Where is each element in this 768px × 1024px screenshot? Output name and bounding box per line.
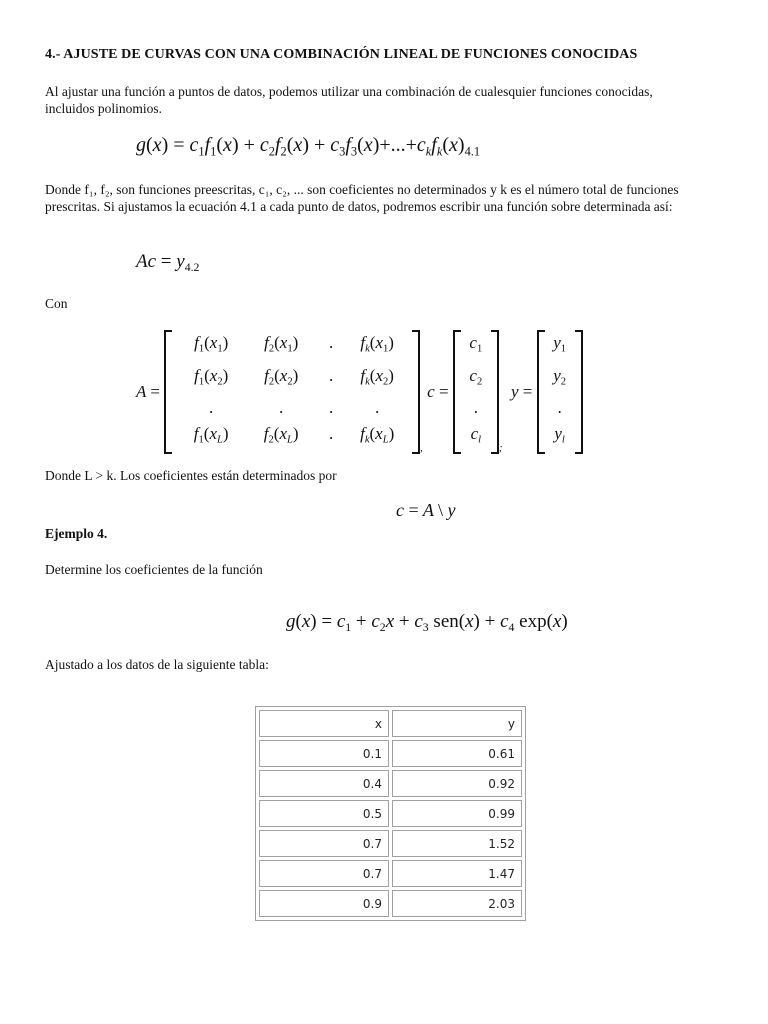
cell-y: 1.47 — [392, 860, 522, 887]
data-table — [255, 706, 526, 921]
cell-x: 0.1 — [259, 740, 389, 767]
cell-x: 0.5 — [259, 800, 389, 827]
table-row — [259, 740, 522, 767]
cell-y: 2.03 — [392, 890, 522, 917]
data-table-wrapper — [255, 706, 526, 921]
section-title: 4.- AJUSTE DE CURVAS CON UNA COMBINACIÓN LINEAL DE FUNCIONES CONOCIDAS — [45, 47, 638, 62]
definitions-paragraph: Donde f₁, f₂, son funciones preescritas, c₁, c₂, ... son coeficientes no determinados y k es el número total de funciones prescritas. Si ajustamos la ecuación 4.1 a cada punto de datos, podremos escribir una función sobre determinada así: — [45, 182, 679, 214]
cell-x: 0.4 — [259, 770, 389, 797]
solution-equation: c = A \ y — [396, 500, 456, 520]
equation-4-2: $Ac = y_{4.2}$ — [136, 251, 200, 275]
example-function: $g(x) = c_1 + c_2x + c_3$ $sen(x) + c_4$ exp(x) — [286, 611, 568, 635]
table-row — [259, 770, 522, 797]
header-y: y — [392, 710, 522, 737]
cell-y: 0.99 — [392, 800, 522, 827]
equation-label: 4.1 — [464, 144, 481, 159]
intro-paragraph: Al ajustar una función a puntos de datos, podemos utilizar una combinación de cualesquier funciones conocidas, incluidos polinomios. — [45, 84, 653, 116]
table-row — [259, 830, 522, 857]
table-row — [259, 800, 522, 827]
example-prompt: Determine los coeficientes de la función — [45, 562, 263, 577]
cell-y: 0.61 — [392, 740, 522, 767]
matrix-definitions: A = $f_1(x_1)$ $f_2(x_1)$ . $f_k(x_1)$ $f_1(x_2)$ $f_2(x_2)$ . $f_k(x_2)$ . . . . $f_1(x_L)$ $f_2(x_L)$ . $f_k(x_L)$ , c = $c_1$ $c_2$ . $c_l$ ; y = $y_1$ $y_2$ . $y_l$ — [136, 330, 583, 454]
table-row — [259, 860, 522, 887]
cell-x: 0.7 — [259, 830, 389, 857]
matrix-a: $f_1(x_1)$ $f_2(x_1)$ . $f_k(x_1)$ $f_1(x_2)$ $f_2(x_2)$ . $f_k(x_2)$ . . . . $f_1(x_L)$ $f_2(x_L)$ . $f_k(x_L)$ — [164, 330, 420, 454]
cell-y: 1.52 — [392, 830, 522, 857]
cell-x: 0.9 — [259, 890, 389, 917]
table-row — [259, 890, 522, 917]
table-intro: Ajustado a los datos de la siguiente tabla: — [45, 657, 269, 672]
cell-y: 0.92 — [392, 770, 522, 797]
matrix-y: $y_1$ $y_2$ . $y_l$ — [537, 330, 583, 454]
cell-x: 0.7 — [259, 860, 389, 887]
condition-paragraph: Donde L > k. Los coeficientes están determinados por — [45, 468, 337, 483]
matrix-c: $c_1$ $c_2$ . $c_l$ — [453, 330, 499, 454]
con-label: Con — [45, 296, 68, 311]
example-heading: Ejemplo 4. — [45, 526, 108, 541]
equation-label: 4.2 — [184, 261, 200, 275]
equation-4-1: $g(x) = c_1f_1(x) + c_2f_2(x) + c_3f_3(x)+...+c_kf_k(x)_{4.1}$ — [136, 134, 481, 159]
table-header-row — [259, 710, 522, 737]
header-x: x — [259, 710, 389, 737]
